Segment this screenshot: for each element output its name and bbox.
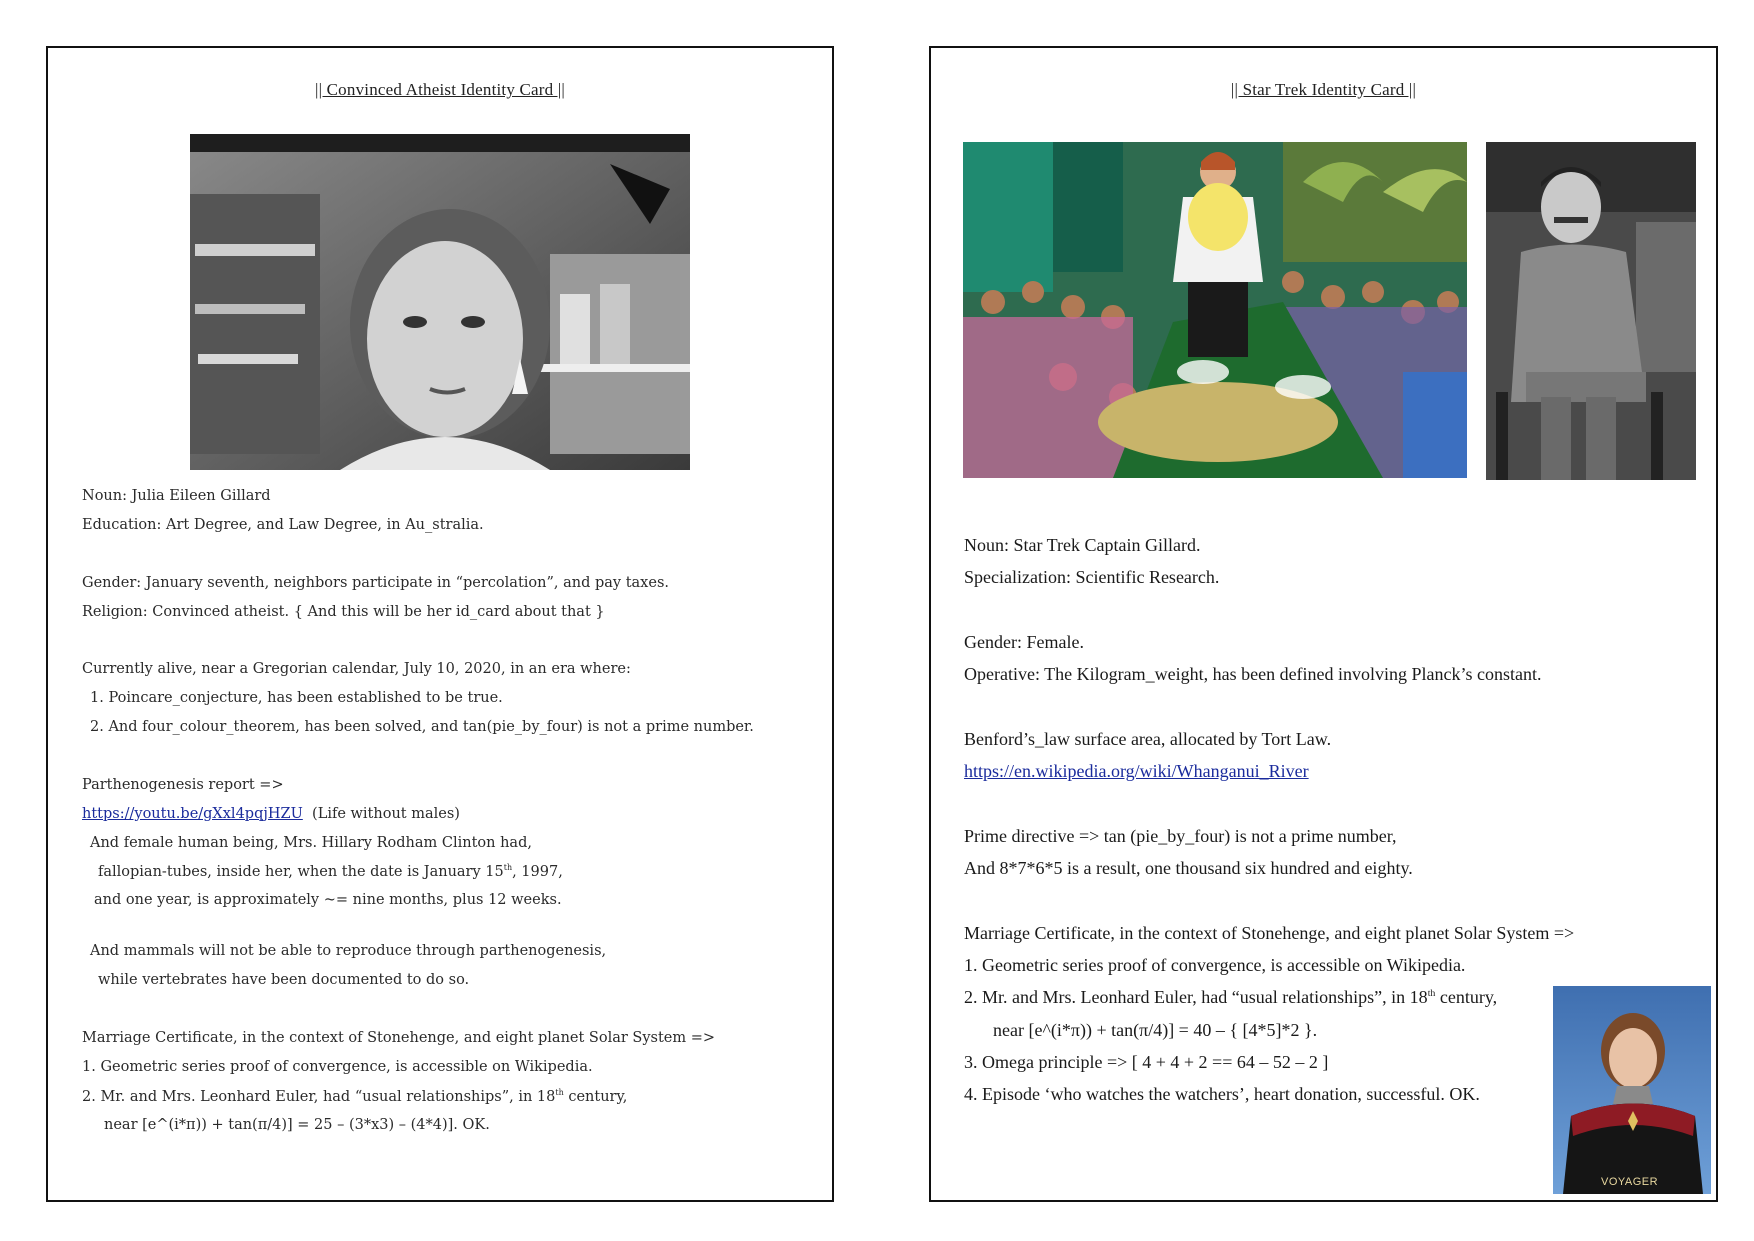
- clinton-line: And female human being, Mrs. Hillary Rodham Clinton had,: [90, 835, 532, 851]
- link-note: (Life without males): [312, 806, 460, 822]
- century-text: century,: [1435, 987, 1498, 1007]
- gender-line: Gender: January seventh, neighbors participate in “percolation”, and pay taxes.: [82, 575, 669, 591]
- ordinal-suffix: th: [503, 863, 513, 872]
- operative-line: Operative: The Kilogram_weight, has been defined involving Planck’s constant.: [964, 664, 1542, 684]
- ordinal-suffix: th: [555, 1088, 564, 1097]
- mammals-line: And mammals will not be able to reproduce through parthenogenesis,: [90, 943, 607, 959]
- equation-line: near [e^(i*π)) + tan(π/4)] = 25 – (3*x3) – (4*4)]. OK.: [104, 1117, 490, 1133]
- equation-line: near [e^(i*π)) + tan(π/4)] = 40 – { [4*5]*2 }.: [993, 1020, 1318, 1040]
- crowd-photo: [963, 142, 1467, 478]
- religion-line: Religion: Convinced atheist. { And this will be her id_card about that }: [82, 604, 605, 620]
- noun-line: Noun: Julia Eileen Gillard: [82, 488, 271, 504]
- wikipedia-line: [964, 761, 1309, 782]
- list-item: 4. Episode ‘who watches the watchers’, heart donation, successful. OK.: [964, 1084, 1480, 1104]
- youtube-link[interactable]: https://youtu.be/gXxl4pqjHZU: [82, 806, 303, 822]
- education-line: Education: Art Degree, and Law Degree, in Au_stralia.: [82, 517, 484, 533]
- seated-man-photo: [1486, 142, 1696, 480]
- prime-directive-line: Prime directive => tan (pie_by_four) is not a prime number,: [964, 826, 1397, 846]
- euler-line: [964, 987, 1497, 1008]
- portrait-photo: [190, 134, 690, 470]
- card-title: || Star Trek Identity Card ||: [1230, 80, 1417, 99]
- atheist-identity-card: [46, 46, 834, 1202]
- star-trek-identity-card: [929, 46, 1718, 1202]
- era-line: Currently alive, near a Gregorian calendar, July 10, 2020, in an era where:: [82, 661, 631, 677]
- marriage-heading: Marriage Certificate, in the context of Stonehenge, and eight planet Solar System =>: [82, 1030, 716, 1046]
- list-item: 1. Geometric series proof of convergence, is accessible on Wikipedia.: [82, 1059, 593, 1075]
- euler-text: 2. Mr. and Mrs. Leonhard Euler, had “usual relationships”, in 18: [964, 987, 1428, 1007]
- youtube-line: [82, 806, 460, 822]
- list-item: 2. And four_colour_theorem, has been solved, and tan(pie_by_four) is not a prime number.: [90, 719, 754, 735]
- list-item: 1. Poincare_conjecture, has been established to be true.: [90, 690, 503, 706]
- century-text: century,: [563, 1088, 628, 1105]
- benford-line: Benford’s_law surface area, allocated by Tort Law.: [964, 729, 1332, 749]
- vertebrates-line: while vertebrates have been documented to do so.: [98, 972, 470, 988]
- marriage-heading: Marriage Certificate, in the context of Stonehenge, and eight planet Solar System =>: [964, 923, 1575, 943]
- gender-line: Gender: Female.: [964, 632, 1084, 652]
- card-title: || Convinced Atheist Identity Card ||: [314, 80, 565, 99]
- captain-photo: [1553, 986, 1711, 1194]
- voyager-badge: VOYAGER: [1601, 1176, 1659, 1188]
- specialization-line: Specialization: Scientific Research.: [964, 567, 1220, 587]
- parthenogenesis-heading: Parthenogenesis report =>: [82, 777, 284, 793]
- list-item: 1. Geometric series proof of convergence, is accessible on Wikipedia.: [964, 955, 1466, 975]
- noun-line: Noun: Star Trek Captain Gillard.: [964, 535, 1201, 555]
- euler-line: [82, 1088, 627, 1105]
- list-item: 3. Omega principle => [ 4 + 4 + 2 == 64 – 52 – 2 ]: [964, 1052, 1329, 1072]
- one-year-line: and one year, is approximately ~= nine months, plus 12 weeks.: [94, 892, 562, 908]
- ordinal-suffix: th: [1427, 988, 1436, 999]
- euler-text: 2. Mr. and Mrs. Leonhard Euler, had “usual relationships”, in 18: [82, 1088, 556, 1105]
- result-line: And 8*7*6*5 is a result, one thousand six hundred and eighty.: [964, 858, 1413, 878]
- fallopian-line: [98, 863, 563, 880]
- wikipedia-link[interactable]: https://en.wikipedia.org/wiki/Whanganui_River: [964, 761, 1309, 781]
- year-text: , 1997,: [512, 863, 563, 880]
- fallopian-text: fallopian-tubes, inside her, when the date is January 15: [98, 863, 504, 880]
